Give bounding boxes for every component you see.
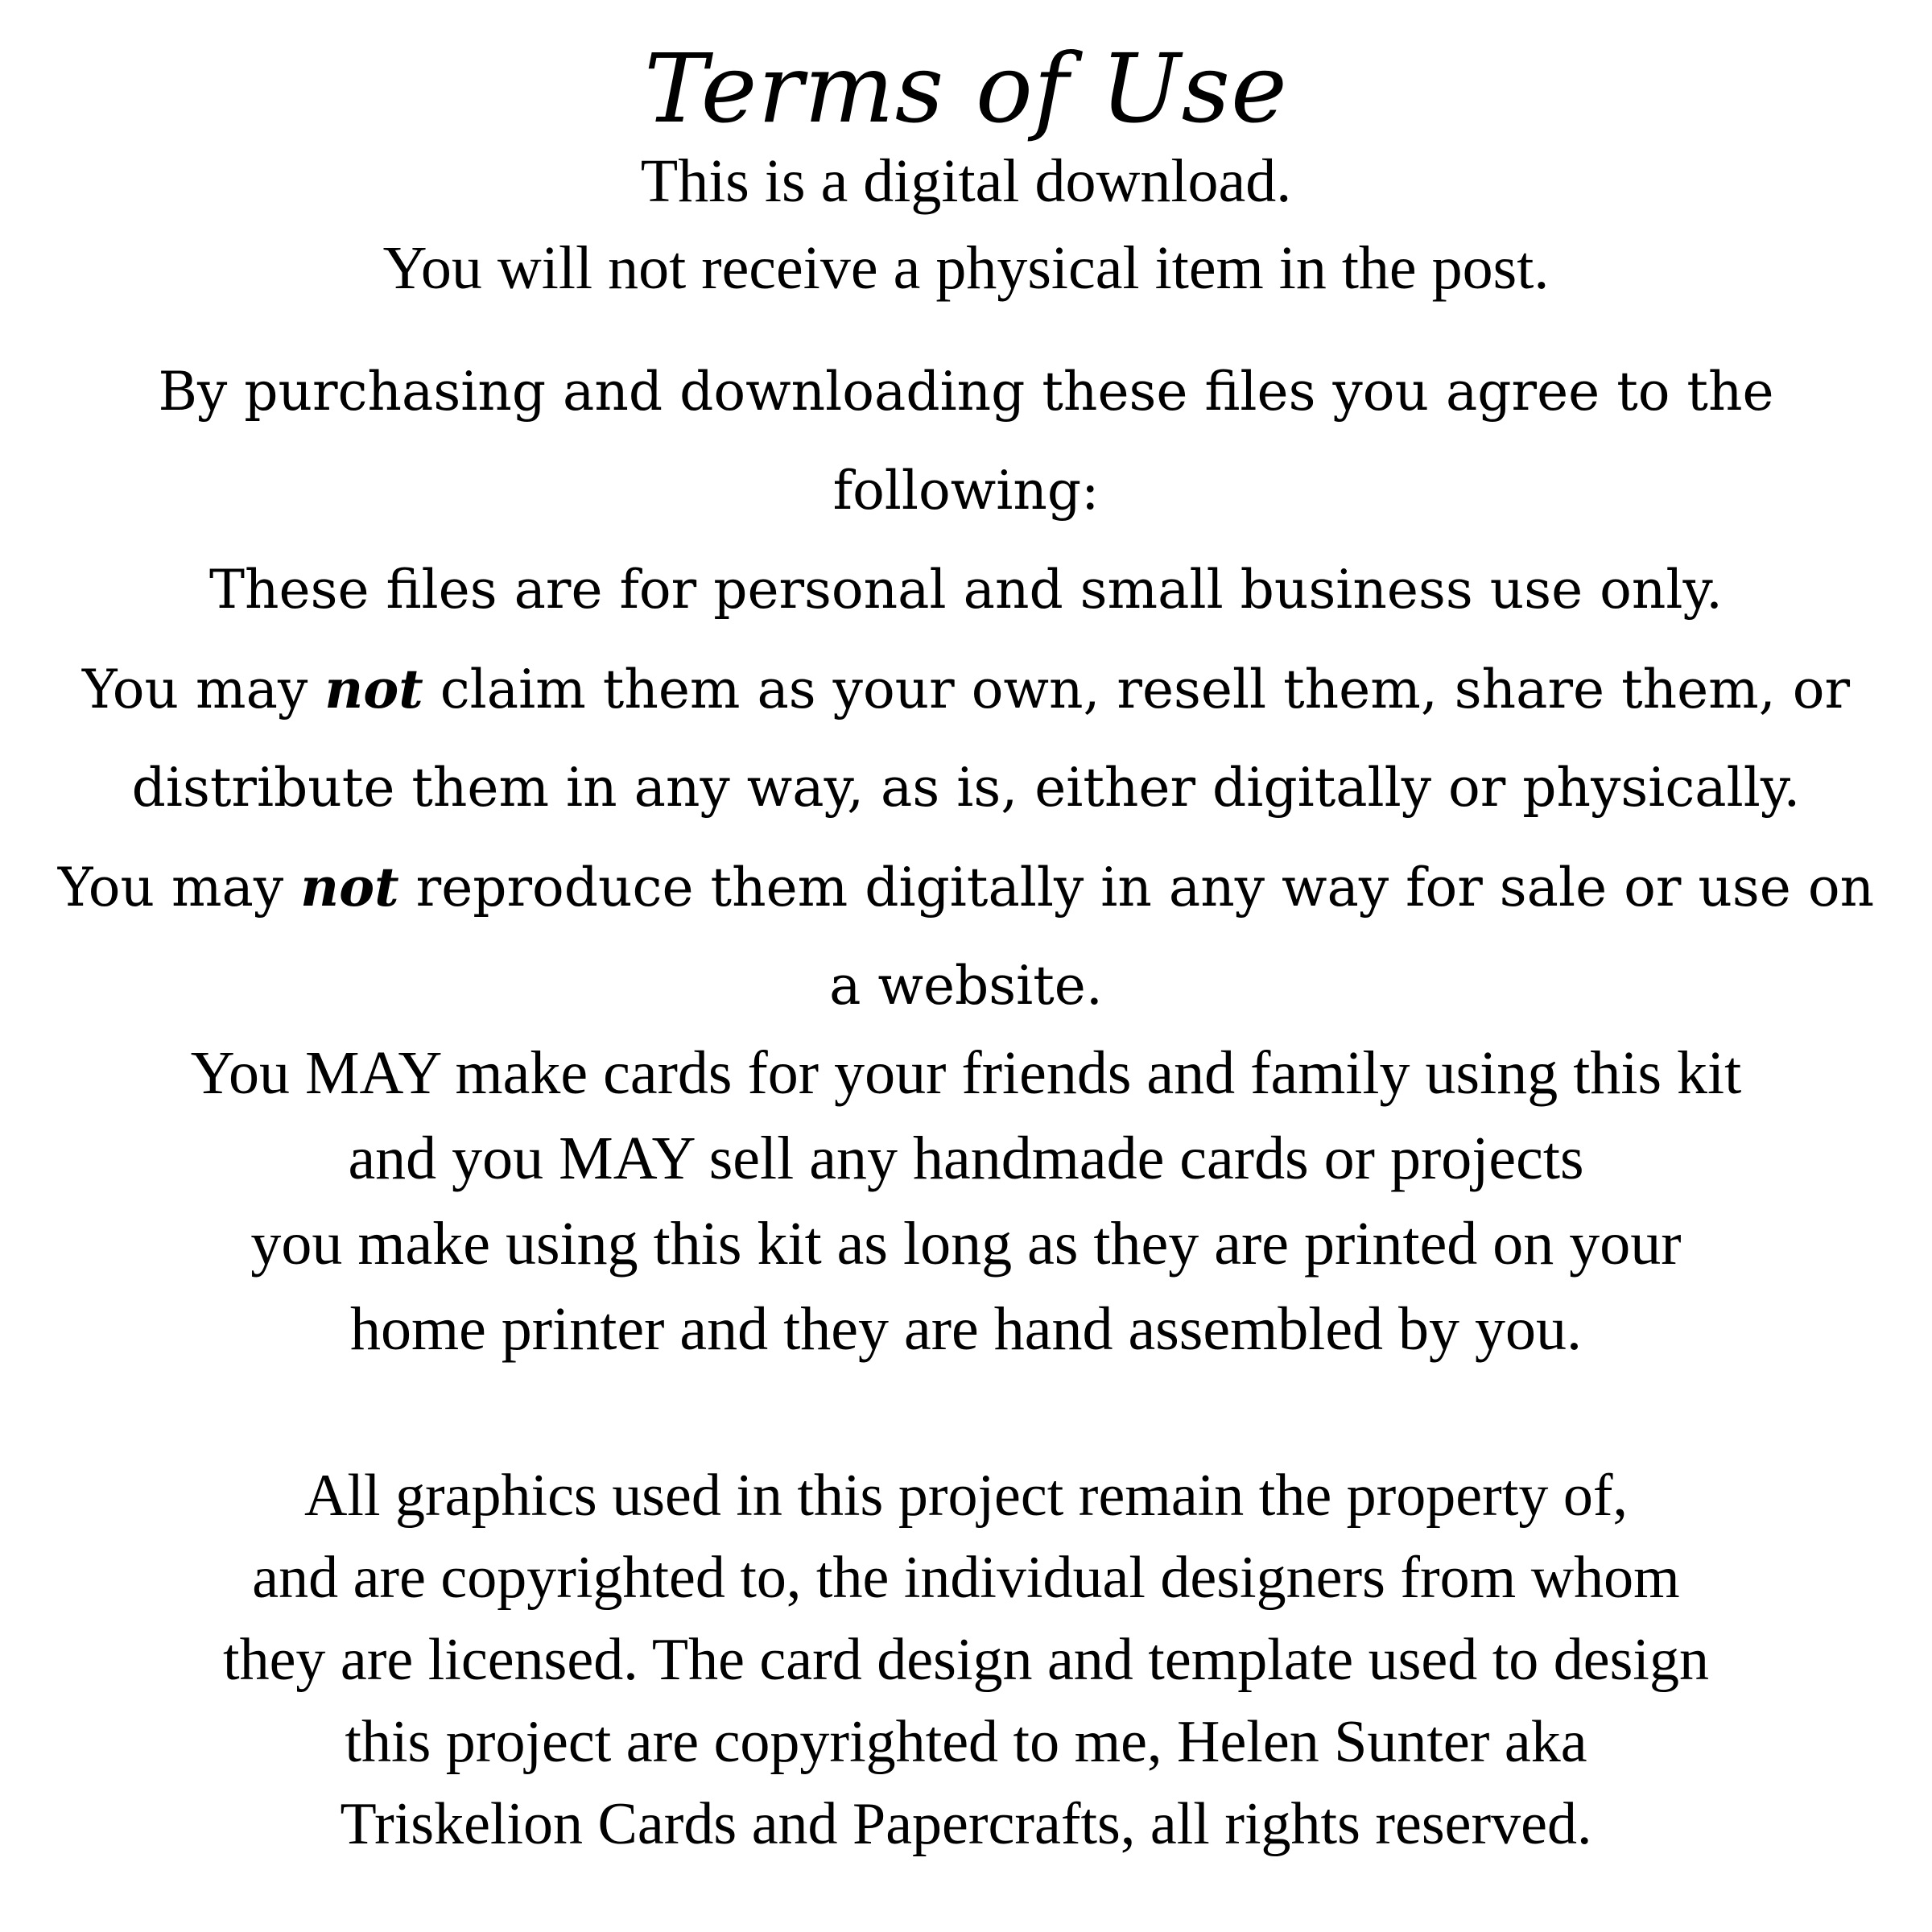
restriction-2-post: reproduce them digitally in any way for sale or use on: [398, 857, 1875, 919]
agreement-line-1: By purchasing and downloading these files you agree to the: [158, 361, 1774, 423]
restriction-1-line-1: [0, 649, 1932, 730]
copyright-line-3: they are licensed. The card design and template used to design: [223, 1627, 1709, 1693]
copyright-line-4: this project are copyrighted to me, Helen Sunter aka: [345, 1709, 1587, 1775]
agreement-line-2: following:: [832, 460, 1100, 522]
restriction-2-pre: You may: [57, 857, 301, 919]
copyright-line-1: All graphics used in this project remain the property of,: [303, 1463, 1628, 1529]
page-title: Terms of Use: [644, 33, 1288, 144]
copyright-line-5: Triskelion Cards and Papercrafts, all rights reserved.: [340, 1791, 1592, 1857]
restriction-2-emphasis: not: [300, 856, 399, 919]
copyright-line-2: and are copyrighted to, the individual designers from whom: [252, 1545, 1680, 1611]
agreement-line-3: These files are for personal and small business use only.: [209, 559, 1723, 621]
restriction-1-emphasis: not: [324, 658, 423, 720]
intro-line-1: This is a digital download.: [640, 147, 1292, 215]
permission-line-2: and you MAY sell any handmade cards or projects: [348, 1125, 1584, 1192]
restriction-1-line-2: distribute them in any way, as is, either digitally or physically.: [131, 757, 1801, 819]
restriction-2-line-2: a website.: [829, 955, 1103, 1017]
permission-line-4: home printer and they are hand assembled by you.: [349, 1295, 1583, 1363]
permission-line-3: you make using this kit as long as they are printed on your: [250, 1210, 1682, 1278]
restriction-2-line-1: [0, 847, 1932, 928]
restriction-1-post: claim them as your own, resell them, share them, or: [423, 658, 1851, 720]
restriction-1-pre: You may: [81, 658, 325, 720]
permission-line-1: You MAY make cards for your friends and family using this kit: [190, 1039, 1742, 1107]
intro-line-2: You will not receive a physical item in the post.: [382, 234, 1550, 302]
